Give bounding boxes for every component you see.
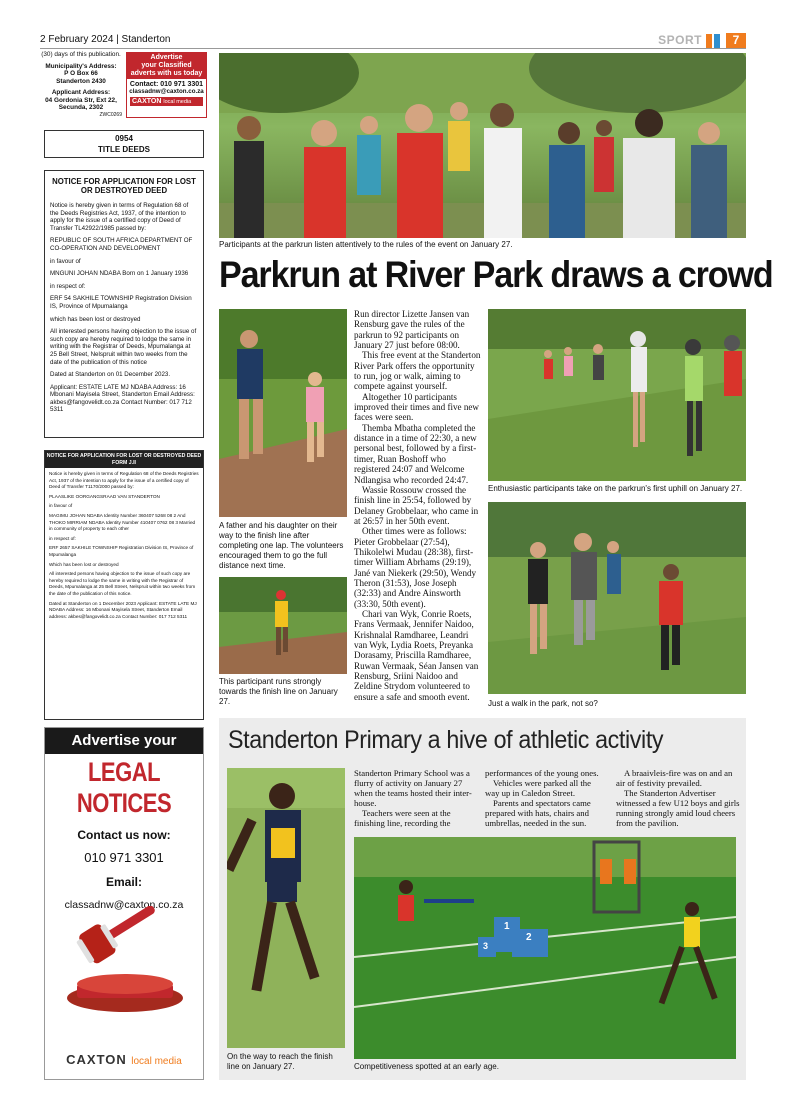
notice-paragraph: MNGUNI JOHAN NDABA Born on 1 January 1936 — [50, 270, 189, 278]
article-paragraph: Standerton Primary School was a flurry of activity on January 27 when the teams hosted their inter-house. — [354, 768, 472, 809]
notice-paragraph: All interested persons having objection to the issue of such copy are hereby required to lodge the same in writing with the Registrar of Deeds, Mpumalanga at 25 Bell Street, Nelspruit within two weeks from the date of the publication of this notice — [50, 328, 197, 366]
notice-line: Standerton 2430 — [56, 77, 106, 85]
notice-paragraph: Dated at Standerton on 01 December 2023. — [50, 371, 171, 379]
primary-headline: Standerton Primary a hive of athletic activity — [228, 726, 664, 754]
notice-paragraph: REPUBLIC OF SOUTH AFRICA DEPARTMENT OF CO-OPERATION AND DEVELOPMENT — [50, 237, 193, 252]
article-paragraph: Wassie Rossouw crossed the finish line in 25:54, followed by Delaney Grobbelaar, who came in at 26:57 in her 50th event. — [354, 484, 479, 526]
article-paragraph: Parents and spectators came prepared with hats, chairs and umbrellas, needed in the sun. — [485, 798, 591, 829]
ad-email: classadnw@caxton.co.za — [129, 88, 204, 95]
notice-paragraph: in respect of: — [49, 535, 76, 541]
parkrun-headline: Parkrun at River Park draws a crowd — [219, 254, 773, 295]
walk-photo — [488, 502, 746, 694]
ad-title: adverts with us today — [130, 70, 203, 77]
header-rule — [40, 48, 746, 49]
primary-col-3 — [616, 768, 740, 829]
photo-caption: A father and his daughter on their way to the finish line after completing one lap. The volunteers encouraged them to go the full distance next time. — [219, 521, 344, 570]
advert-email: classadnw@caxton.co.za — [64, 899, 184, 911]
advert-footer — [45, 1051, 203, 1079]
notice-paragraph: Notice is hereby given in terms of Regulation 68 of the Deeds Registries Act, 1937, of the intention to apply for the issue of a certified copy of Deed of Transfer TL42922/1985 passed by: — [50, 202, 189, 232]
notice-paragraph: in favour of — [50, 257, 81, 265]
notice-paragraph: in respect of: — [50, 282, 86, 290]
logo-sub: local media — [131, 1056, 182, 1067]
notice-paragraph: Notice is hereby given in terms of Regulation 68 of the Deeds Registries Act, 1937 of the intention to apply for the issue of a certified copy of Deed of Transfer T1170/2000 passed by: — [49, 471, 199, 490]
title-deeds-box — [44, 130, 204, 158]
category-label: TITLE DEEDS — [97, 145, 150, 154]
competition-photo — [354, 837, 736, 1059]
page-header — [40, 33, 746, 49]
podium-number: 2 — [526, 932, 532, 943]
caxton-logo: CAXTON — [66, 1052, 127, 1067]
runner-photo — [219, 577, 347, 674]
runners-illustration — [219, 309, 347, 517]
classified-mini-ad — [126, 52, 207, 118]
notice-title: NOTICE FOR APPLICATION FOR LOST OR DESTROYED DEED FORM J.II — [45, 451, 203, 468]
article-paragraph: Vehicles were parked all the way up in Caledon Street. — [485, 778, 591, 799]
notice-ref: ZWC0269 — [99, 111, 122, 118]
podium-number: 3 — [483, 941, 489, 951]
uphill-illustration — [488, 309, 746, 481]
advert-email-label: Email: — [105, 875, 142, 889]
logo-text: CAXTON — [132, 98, 162, 105]
uphill-photo — [488, 309, 746, 481]
article-paragraph: Chari van Wyk, Conrie Roets, Frans Vermaak, Jennifer Naidoo, Krishnalal Ramdharee, Leandri van Wyk, Lydia Roets, Preyanka Dorasamy, Priscilla Ramdharee, Ruwan Vermaak, Séan Jansen van Rensburg, Sriini Naidoo and Zeldine Strydom volunteered to ensure a safe and smooth event. — [354, 608, 479, 702]
girl-runner-illustration — [227, 768, 345, 1048]
crowd-illustration — [219, 53, 746, 238]
notice-paragraph: Applicant: ESTATE LATE MJ NDABA Address: 16 Mbonani Mayisela Street, Standerton Email Address: akbes@fangovelidt.co.za Contact Number: 017 712 5311 — [50, 383, 195, 414]
father-daughter-photo — [219, 309, 347, 517]
article-paragraph: A braaivleis-fire was on and an air of festivity prevailed. — [616, 768, 733, 789]
notice-paragraph: All interested persons having objection to the issue of such copy are hereby required to lodge the same in writing with the Registrar of Deeds, Mpumalanga at 25 Bell Street, Nelspruit within two weeks from the date of the publication of this notice. — [49, 571, 196, 596]
notice-paragraph: which has been lost or destroyed — [50, 315, 141, 323]
notice-title: NOTICE FOR APPLICATION FOR LOST OR DESTROYED DEED — [52, 177, 196, 195]
article-paragraph: performances of the young ones. — [485, 768, 599, 778]
article-paragraph: Themba Mbatha completed the distance in a time of 22:30, a new personal best, followed by a first-timer, Ruan Boshoff who registered 24:07 and Welcome Ndlangisa who recorded 24:47. — [354, 422, 477, 485]
walk-illustration — [488, 502, 746, 694]
page-number: 7 — [726, 33, 746, 48]
notice-paragraph: in favour of — [49, 503, 73, 509]
competition-illustration — [354, 837, 736, 1059]
photo-caption: Enthusiastic participants take on the parkrun's first uphill on January 27. — [488, 484, 743, 493]
date-section: 2 February 2024 | Standerton — [40, 34, 171, 45]
photo-caption: Competitiveness spotted at an early age. — [354, 1062, 499, 1071]
parkrun-article — [354, 309, 481, 702]
article-paragraph: This free event at the Standerton River Park offers the opportunity to run, jog or walk, aiming to compete against yourself. — [354, 350, 481, 392]
legal-notice-2 — [44, 450, 204, 720]
runner-illustration — [219, 577, 347, 674]
notice-paragraph: PLAASLIKE OORGANGSRAAD VAN STANDERTON — [49, 493, 160, 499]
notice-line: P O Box 66 — [64, 70, 98, 77]
ad-title: your Classified — [141, 62, 192, 69]
ad-title: Advertise — [150, 54, 183, 61]
primary-col-2 — [485, 768, 605, 829]
blue-bar — [714, 34, 720, 48]
photo-caption: On the way to reach the finish line on January 27. — [227, 1052, 333, 1071]
notice-paragraph: Dated at Standerton on 1 December 2023 Applicant: ESTATE LATE MJ NDABA Address: 16 Mbonani Mayisela Street, Standerton Email address: akbes@fangovelidt.co.za Contact Number: 017 712 5311 — [49, 600, 197, 619]
notice-top — [40, 51, 122, 119]
advert-title: Advertise your — [45, 728, 203, 754]
notice-label: Municipality's Address: — [45, 62, 117, 70]
article-paragraph: Other times were as follows: Pieter Grobbelaar (27:54), Thikolelwi Mudau (28:38), first-timer William Abrhams (29:19), Jané van Niekerk (29:50), Wendy Theron (31:53), Jose Joseph (32:33) and Andre Ainsworth (33:30, 50th event). — [354, 526, 477, 609]
article-paragraph: The Standerton Advertiser witnessed a few U12 boys and girls running strongly amid loud cheers from the pavilion. — [616, 788, 740, 829]
advert-phone: 010 971 3301 — [84, 850, 164, 865]
notice-line: Secunda, 2302 — [58, 104, 104, 111]
crowd-photo — [219, 53, 746, 238]
advert-headline: LEGAL NOTICES — [76, 756, 172, 818]
notice-line: 04 Gordonia Str, Ext 22, — [45, 96, 117, 104]
photo-caption: Just a walk in the park, not so? — [488, 699, 598, 708]
notice-label: Applicant Address: — [51, 89, 111, 96]
legal-notices-advert — [44, 727, 204, 1080]
notice-line: (30) days of this publication. — [41, 51, 121, 58]
logo-sub: local media — [163, 99, 192, 105]
category-code: 0954 — [115, 134, 133, 143]
gavel-icon — [55, 906, 195, 1021]
article-paragraph: Altogether 10 participants improved their times and five new faces were seen. — [354, 391, 480, 423]
primary-col-1 — [354, 768, 473, 829]
legal-notice-1 — [44, 170, 204, 438]
notice-paragraph: MAGIMU JOHAN NDABA Identity Number 360407 5268 08 2 And THOKO MIRRIAM NDABA Identity Number 410407 0762 08 3 Married in community of property to each other — [49, 512, 196, 532]
article-paragraph: Run director Lizette Jansen van Rensburg gave the rules of the parkrun to 92 participants on January 27 just before 08:00. — [354, 309, 470, 351]
photo-caption: Participants at the parkrun listen attentively to the rules of the event on January 27. — [219, 240, 513, 249]
orange-bar — [706, 34, 712, 48]
photo-caption: This participant runs strongly towards the finish line on January 27. — [219, 677, 338, 706]
notice-paragraph: Which has been lost or destroyed — [49, 561, 119, 567]
girl-runner-photo — [227, 768, 345, 1048]
article-paragraph: Teachers were seen at the finishing line, recording the — [354, 808, 451, 829]
section-label: SPORT — [658, 33, 702, 47]
notice-paragraph: ERF 2657 SAKHILE TOWNSHIP Registration Division IS, Province of Mpumalanga — [49, 545, 194, 557]
podium-number: 1 — [504, 921, 510, 932]
caxton-logo — [130, 97, 203, 106]
ad-contact: Contact: 010 971 3301 — [129, 81, 204, 88]
ad-banner — [127, 53, 206, 79]
notice-paragraph: ERF 54 SAKHILE TOWNSHIP Registration Division IS, Province of Mpumalanga — [50, 295, 192, 310]
advert-contact-label: Contact us now: — [77, 828, 171, 842]
